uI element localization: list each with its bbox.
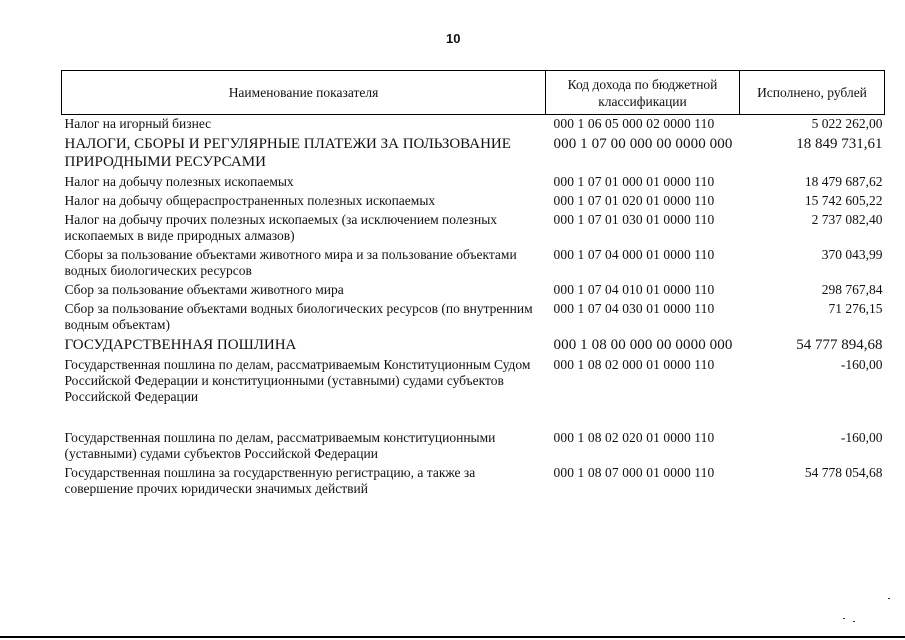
row-amount: 54 778 054,68 (804, 465, 883, 480)
row-name: Государственная пошлина по делам, рассматриваемым Конституционным Судом Российской Федерации и конституционными (уставными) судами субъектов Российской Федерации (64, 357, 531, 404)
row-amount: 5 022 262,00 (811, 116, 883, 131)
table-row (62, 134, 885, 173)
row-name: Налог на добычу прочих полезных ископаемых (за исключением полезных ископаемых в виде природных алмазов) (64, 212, 498, 243)
row-name: ГОСУДАРСТВЕННАЯ ПОШЛИНА (64, 337, 297, 353)
scan-speck (853, 621, 855, 622)
row-code: 000 1 08 02 000 01 0000 110 (553, 357, 715, 372)
row-amount: 71 276,15 (828, 301, 883, 316)
row-code: 000 1 07 00 000 00 0000 000 (553, 136, 733, 152)
header-executed-amount: Исполнено, рублей (740, 71, 885, 115)
row-code: 000 1 07 01 020 01 0000 110 (553, 193, 715, 208)
row-name: Сбор за пользование объектами животного мира (64, 282, 344, 297)
row-name: Государственная пошлина за государственную регистрацию, а также за совершение прочих юридически значимых действий (64, 465, 476, 496)
row-amount: 54 777 894,68 (796, 337, 883, 353)
row-name: Сборы за пользование объектами животного мира и за пользование объектами водных биологических ресурсов (64, 247, 517, 278)
row-code: 000 1 07 01 000 01 0000 110 (553, 174, 715, 189)
row-code: 000 1 08 07 000 01 0000 110 (553, 465, 715, 480)
row-name: Налог на добычу общераспространенных полезных ископаемых (64, 193, 436, 208)
row-amount: 18 479 687,62 (804, 174, 883, 189)
table-row (62, 192, 885, 211)
table-header (62, 71, 885, 115)
table-row (62, 281, 885, 300)
row-amount: 370 043,99 (821, 247, 883, 262)
scan-speck (843, 618, 845, 619)
row-amount: 298 767,84 (821, 282, 883, 297)
row-amount: 15 742 605,22 (804, 193, 883, 208)
row-code: 000 1 07 04 000 01 0000 110 (553, 247, 715, 262)
row-amount: -160,00 (840, 430, 883, 445)
row-name: Сбор за пользование объектами водных биологических ресурсов (по внутренним водным объектам) (64, 301, 533, 332)
table-row (62, 300, 885, 335)
table-row (62, 211, 885, 246)
table-row (62, 464, 885, 499)
row-code: 000 1 07 01 030 01 0000 110 (553, 212, 715, 227)
table-row (62, 356, 885, 429)
row-code: 000 1 08 02 020 01 0000 110 (553, 430, 715, 445)
row-name: Налог на игорный бизнес (64, 116, 212, 131)
row-amount: -160,00 (840, 357, 883, 372)
row-name: Налог на добычу полезных ископаемых (64, 174, 294, 189)
page-bottom-edge (0, 636, 905, 638)
table-row (62, 173, 885, 192)
revenue-table (61, 70, 885, 499)
row-amount: 2 737 082,40 (811, 212, 883, 227)
table-row (62, 115, 885, 135)
header-revenue-code: Код дохода по бюджетной классификации (546, 71, 740, 115)
row-code: 000 1 08 00 000 00 0000 000 (553, 337, 733, 353)
header-indicator-name: Наименование показателя (62, 71, 546, 115)
row-code: 000 1 07 04 010 01 0000 110 (553, 282, 715, 297)
scan-speck (888, 598, 890, 599)
row-name: Государственная пошлина по делам, рассматриваемым конституционными (уставными) судами субъектов Российской Федерации (64, 430, 496, 461)
row-code: 000 1 07 04 030 01 0000 110 (553, 301, 715, 316)
row-amount: 18 849 731,61 (796, 136, 883, 152)
row-name: НАЛОГИ, СБОРЫ И РЕГУЛЯРНЫЕ ПЛАТЕЖИ ЗА ПОЛЬЗОВАНИЕ ПРИРОДНЫМИ РЕСУРСАМИ (64, 136, 511, 170)
table-row (62, 335, 885, 356)
table-row (62, 246, 885, 281)
page-number: 10 (446, 31, 461, 46)
row-code: 000 1 06 05 000 02 0000 110 (553, 116, 715, 131)
table-row (62, 429, 885, 464)
